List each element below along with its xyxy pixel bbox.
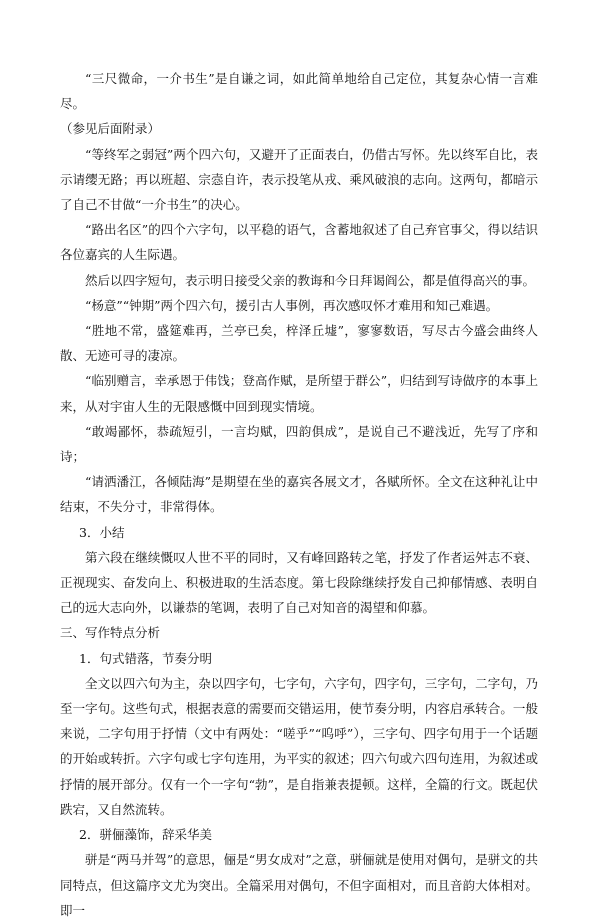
paragraph: “杨意”“钟期”两个四六句，援引古人事例，再次感叹怀才难用和知己难遇。: [85, 297, 499, 313]
paragraph: 全文以四六句为主，杂以四字句，七字句，六字句，四字句，三字句，二字句，乃至一字句。这些句式，根据表意的需要而交错运用，使节奏分明，内容启承转合。一般来说，二字句用于抒情（文中有两处：“嗟乎”“呜呼”），三字句、四字句用于一个话题的开始或转折。六字句或七字句连用，为平实的叙述；四六句或六四句连用，为叙述或抒情的展开部分。仅有一个一字句“勃”，是自指兼表提顿。这样，全篇的行文。既起伏跌宕，又自然流转。: [60, 675, 538, 817]
paragraph: “敢竭鄙怀，恭疏短引，一言均赋，四韵俱成”，是说自己不避浅近，先写了序和诗；: [60, 423, 538, 465]
paragraph: “路出名区”的四个六字句，以平稳的语气，含蓄地叙述了自己弃官事父，得以结识各位嘉宾的人生际遇。: [60, 222, 538, 263]
paragraph: “胜地不常，盛筵难再，兰亭已矣，梓泽丘墟”，寥寥数语，写尽古今盛会曲终人散、无迹可寻的凄凉。: [60, 323, 538, 364]
paragraph: “临别赠言，幸承恩于伟饯；登高作赋，是所望于群公”，归结到写诗做序的本事上来，从对宇宙人生的无限感慨中回到现实情境。: [60, 373, 538, 414]
paragraph: 第六段在继续慨叹人世不平的同时，又有峰回路转之笔，抒发了作者运舛志不衰、正视现实、奋发向上、积极进取的生活态度。第七段除继续抒发自己抑郁情感、表明自己的远大志向外，以谦恭的笔调，表明了自己对知音的渴望和仰慕。: [60, 549, 538, 616]
section-heading: 三、写作特点分析: [60, 625, 161, 641]
section-subheading: 2．骈俪藻饰，辞采华美: [79, 827, 212, 843]
document-page: [60, 66, 538, 923]
paragraph: 然后以四字短句，表示明日接受父亲的教诲和今日拜谒阎公，都是值得高兴的事。: [85, 272, 536, 288]
paragraph: （参见后面附录）: [60, 121, 161, 137]
section-subheading: 1．句式错落，节奏分明: [79, 650, 212, 666]
paragraph: 骈是“两马并驾”的意思，俪是“男女成对”之意，骈俪就是使用对偶句，是骈文的共同特点，但这篇序文尤为突出。全篇采用对偶句，不但字面相对，而且音韵大体相对。即一: [60, 852, 538, 918]
section-subheading: 3．小结: [79, 524, 125, 540]
paragraph: “请洒潘江，各倾陆海”是期望在坐的嘉宾各展文才，各赋所怀。全文在这种礼让中结束，不失分寸，非常得体。: [60, 474, 538, 515]
paragraph: “三尺微命，一介书生”是自谦之词，如此简单地给自己定位，其复杂心情一言难尽。: [60, 71, 538, 112]
paragraph: “等终军之弱冠”两个四六句，又避开了正面表白，仍借古写怀。先以终军自比，表示请缨无路；再以班超、宗悫自许，表示投笔从戎、乘风破浪的志向。这两句，都暗示了自己不甘做“一介书生”的决心。: [60, 146, 538, 213]
